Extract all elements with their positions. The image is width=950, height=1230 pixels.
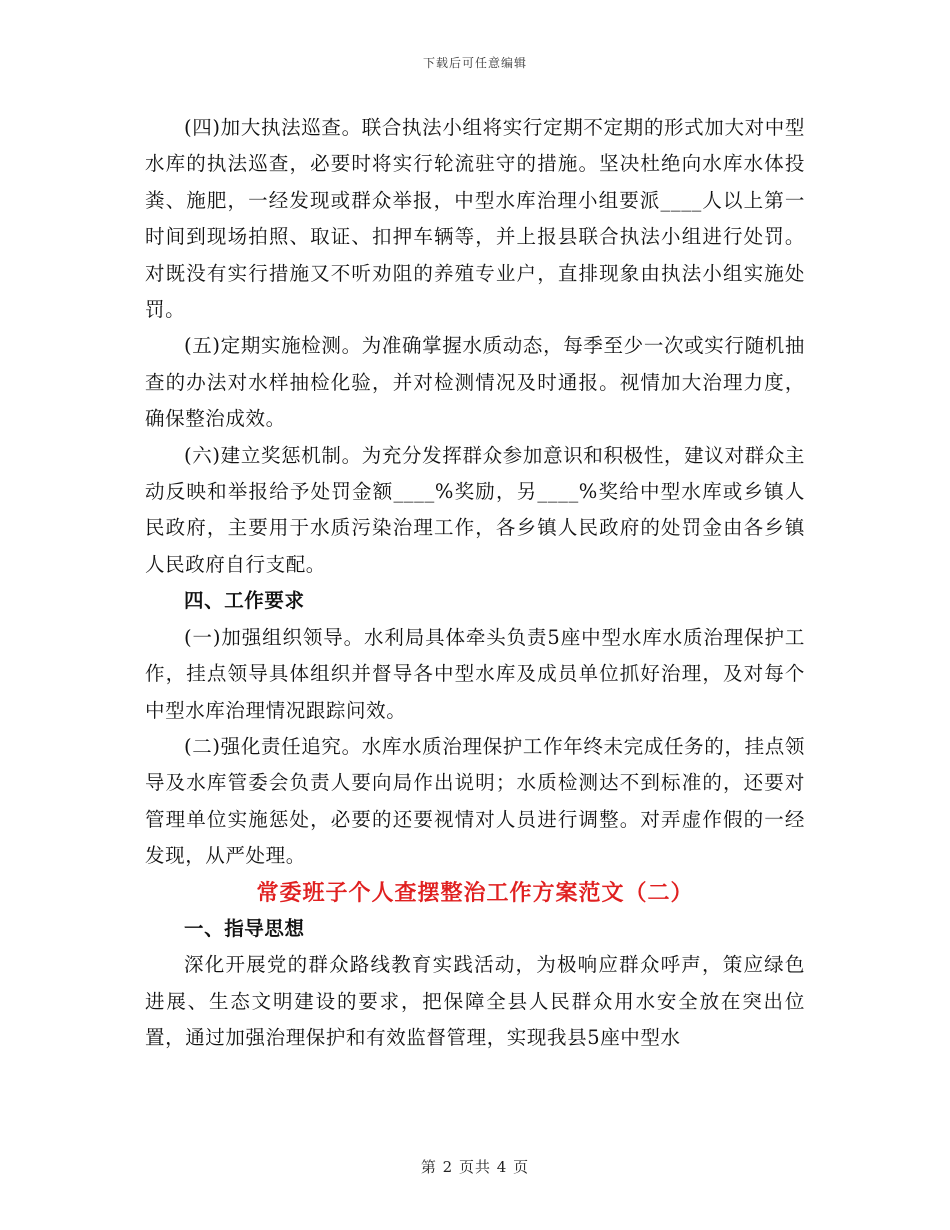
- document-body: [145, 110, 805, 1057]
- page-footer: 第 2 页共 4 页: [420, 1158, 530, 1176]
- paragraph-enforcement-patrol: (四)加大执法巡查。联合执法小组将实行定期不定期的形式加大对中型水库的执法巡查，必要时将实行轮流驻守的措施。坚决杜绝向水库水体投粪、施肥，一经发现或群众举报，中型水库治理小组要派____人以上第一时间到现场拍照、取证、扣押车辆等，并上报县联合执法小组进行处罚。对既没有实行措施又不听劝阻的养殖专业户，直排现象由执法小组实施处罚。: [145, 116, 805, 322]
- section-heading-work-requirements: 四、工作要求: [184, 589, 305, 613]
- section-heading-guiding-ideology: 一、指导思想: [184, 916, 305, 940]
- document-title-part-two: 常委班子个人查摆整治工作方案范文（二）: [256, 879, 694, 906]
- paragraph-guiding-ideology: 深化开展党的群众路线教育实践活动，为极响应群众呼声，策应绿色进展、生态文明建设的要求，把保障全县人民群众用水安全放在突出位置，通过加强治理保护和有效监督管理，实现我县5座中型水: [145, 953, 805, 1050]
- paragraph-accountability: (二)强化责任追究。水库水质治理保护工作年终未完成任务的，挂点领导及水库管委会负责人要向局作出说明；水质检测达不到标准的，还要对管理单位实施惩处，必要的还要视情对人员进行调整。对弄虚作假的一经发现，从严处理。: [145, 734, 805, 868]
- paragraph-organization-leadership: (一)加强组织领导。水利局具体牵头负责5座中型水库水质治理保护工作，挂点领导具体组织并督导各中型水库及成员单位抓好治理，及对每个中型水库治理情况跟踪问效。: [145, 625, 805, 722]
- paragraph-regular-testing: (五)定期实施检测。为准确掌握水质动态，每季至少一次或实行随机抽查的办法对水样抽检化验，并对检测情况及时通报。视情加大治理力度，确保整治成效。: [145, 334, 805, 431]
- page-header: 下载后可任意编辑: [422, 56, 527, 70]
- paragraph-reward-mechanism: (六)建立奖惩机制。为充分发挥群众参加意识和积极性，建议对群众主动反映和举报给予处罚金额____%奖励，另____%奖给中型水库或乡镇人民政府，主要用于水质污染治理工作，各乡镇人民政府的处罚金由各乡镇人民政府自行支配。: [145, 443, 805, 576]
